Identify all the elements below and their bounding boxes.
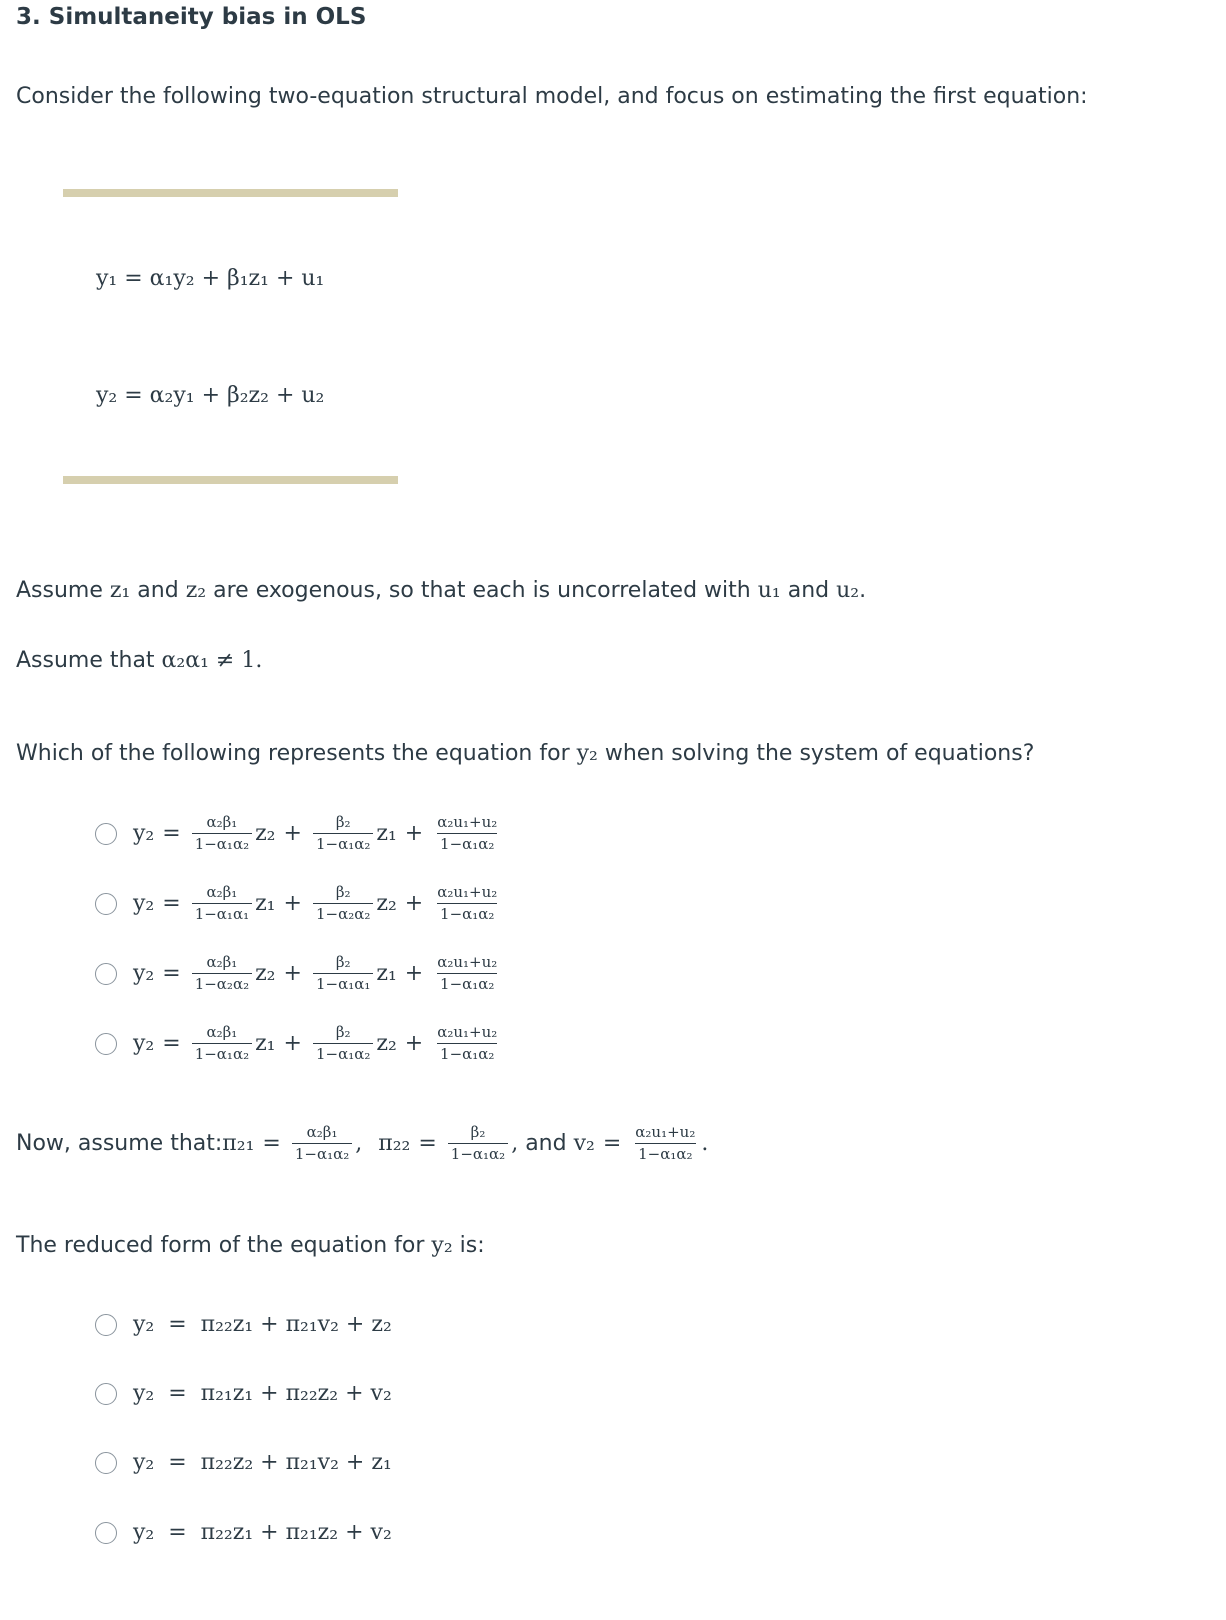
option-fraction: $\frac{\text{α₂u₁+u₂}}{\text{1−α₁α₂}}$ — [437, 813, 498, 854]
radio-button[interactable] — [95, 963, 117, 985]
option-fraction: $\frac{\text{α₂u₁+u₂}}{\text{1−α₁α₂}}$ — [437, 1023, 498, 1064]
question-1-option[interactable]: y₂ = $\frac{\text{α₂β₁}}{\text{1−α₁α₂}}$ z₂ + $\frac{\text{β₂}}{\text{1−α₁α₂}}$ z₁ + $\frac{\text{α₂u₁+u₂}}{\text{1−α₁α₂}}$ — [95, 814, 503, 854]
pi21-fraction: $\frac{\text{α₂β₁}}{\text{1−α₁α₂}}$ — [292, 1124, 352, 1164]
structural-equation-1: y₁ = α₁y₂ + β₁z₁ + u₁ — [96, 266, 325, 291]
option-fraction: $\frac{\text{α₂u₁+u₂}}{\text{1−α₁α₂}}$ — [437, 883, 498, 924]
pi22-fraction: $\frac{\text{β₂}}{\text{1−α₁α₂}}$ — [448, 1124, 508, 1164]
option-label: y₂ = π₂₂z₁ + π₂₁v₂ + z₂ — [133, 1312, 392, 1337]
model-bottom-rule — [63, 476, 398, 484]
option-fraction: $\frac{\text{β₂}}{\text{1−α₂α₂}}$ — [313, 884, 373, 924]
option-label: y₂ = π₂₁z₁ + π₂₂z₂ + v₂ — [133, 1381, 392, 1406]
radio-button[interactable] — [95, 1033, 117, 1055]
question-2-option[interactable] — [95, 1312, 392, 1337]
question-2-option[interactable] — [95, 1520, 392, 1545]
option-fraction: $\frac{\text{α₂β₁}}{\text{1−α₂α₂}}$ — [192, 954, 252, 994]
question-title: 3. Simultaneity bias in OLS — [16, 4, 367, 30]
reduced-form-definitions: Now, assume that: π₂₁ = $\frac{\text{α₂β₁}}{\text{1−α₁α₂}}$ , π₂₂ = $\frac{\text{β₂}}{\text{1−α₁α₂}}$ , and v₂ = $\frac{\text{α₂u₁+u₂}}{\text{1−α₁α₂}}$ . — [16, 1123, 709, 1164]
option-fraction: $\frac{\text{α₂β₁}}{\text{1−α₁α₂}}$ — [192, 814, 252, 854]
question-1-option[interactable]: y₂ = $\frac{\text{α₂β₁}}{\text{1−α₂α₂}}$ z₂ + $\frac{\text{β₂}}{\text{1−α₁α₁}}$ z₁ + $\frac{\text{α₂u₁+u₂}}{\text{1−α₁α₂}}$ — [95, 954, 503, 994]
radio-button[interactable] — [95, 1314, 117, 1336]
exogeneity-assumption: Assume z₁ and z₂ are exogenous, so that each is uncorrelated with u₁ and u₂. — [16, 578, 867, 603]
radio-button[interactable] — [95, 893, 117, 915]
option-label: y₂ = π₂₂z₁ + π₂₁z₂ + v₂ — [133, 1520, 392, 1545]
question-1-option[interactable]: y₂ = $\frac{\text{α₂β₁}}{\text{1−α₁α₂}}$ z₁ + $\frac{\text{β₂}}{\text{1−α₁α₂}}$ z₂ + $\frac{\text{α₂u₁+u₂}}{\text{1−α₁α₂}}$ — [95, 1024, 503, 1064]
option-fraction: $\frac{\text{α₂β₁}}{\text{1−α₁α₂}}$ — [192, 1024, 252, 1064]
radio-button[interactable] — [95, 1383, 117, 1405]
option-fraction: $\frac{\text{β₂}}{\text{1−α₁α₂}}$ — [313, 1024, 373, 1064]
option-fraction: $\frac{\text{β₂}}{\text{1−α₁α₁}}$ — [313, 954, 373, 994]
structural-equation-2: y₂ = α₂y₁ + β₂z₂ + u₂ — [96, 383, 325, 408]
option-label: y₂ = π₂₂z₂ + π₂₁v₂ + z₁ — [133, 1450, 392, 1475]
intro-text: Consider the following two-equation structural model, and focus on estimating the first equation: — [16, 84, 1088, 109]
radio-button[interactable] — [95, 1452, 117, 1474]
question-2-option[interactable] — [95, 1381, 392, 1406]
v2-fraction: $\frac{\text{α₂u₁+u₂}}{\text{1−α₁α₂}}$ — [635, 1123, 696, 1164]
question-2-option[interactable] — [95, 1450, 392, 1475]
option-fraction: $\frac{\text{α₂u₁+u₂}}{\text{1−α₁α₂}}$ — [437, 953, 498, 994]
alpha-assumption: Assume that α₂α₁ ≠ 1. — [16, 648, 263, 673]
radio-button[interactable] — [95, 1522, 117, 1544]
option-fraction: $\frac{\text{α₂β₁}}{\text{1−α₁α₁}}$ — [192, 884, 252, 924]
option-fraction: $\frac{\text{β₂}}{\text{1−α₁α₂}}$ — [313, 814, 373, 854]
question-1-prompt: Which of the following represents the equation for y₂ when solving the system of equations? — [16, 741, 1035, 766]
model-top-rule — [63, 189, 398, 197]
question-2-prompt: The reduced form of the equation for y₂ is: — [16, 1233, 485, 1258]
radio-button[interactable] — [95, 823, 117, 845]
question-1-option[interactable]: y₂ = $\frac{\text{α₂β₁}}{\text{1−α₁α₁}}$ z₁ + $\frac{\text{β₂}}{\text{1−α₂α₂}}$ z₂ + $\frac{\text{α₂u₁+u₂}}{\text{1−α₁α₂}}$ — [95, 884, 503, 924]
